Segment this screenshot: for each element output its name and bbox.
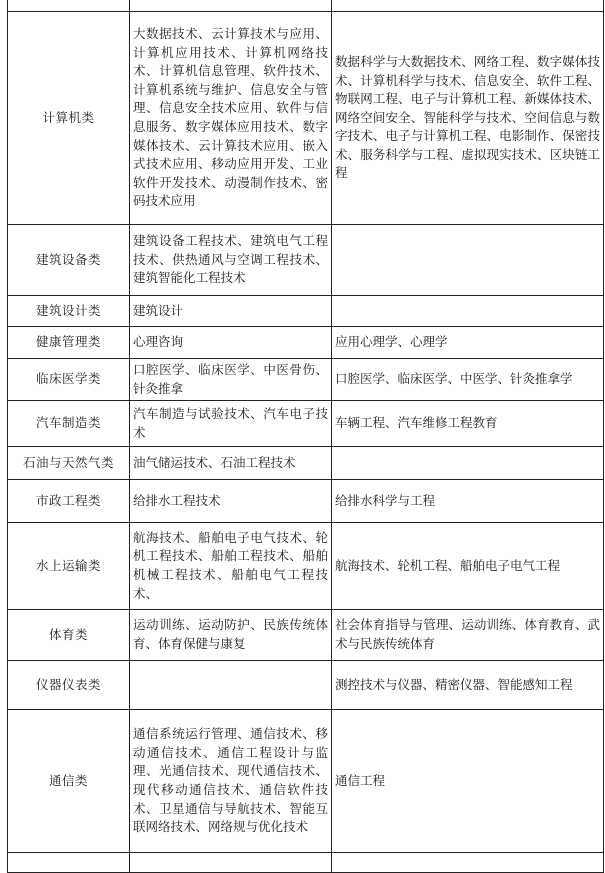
vocational-majors-cell: 口腔医学、临床医学、中医骨伤、针灸推拿 — [130, 359, 332, 401]
category-cell: 仪器仪表类 — [8, 661, 130, 710]
undergraduate-majors-cell — [332, 225, 604, 296]
category-cell: 建筑设备类 — [8, 225, 130, 296]
undergraduate-majors-cell: 数据科学与大数据技术、网络工程、数字媒体技术、计算机科学与技术、信息安全、软件工程、物联网工程、电子与计算机工程、新媒体技术、网络空间安全、智能科学与技术、空间信息与数字技术、电子与计算机工程、电影制作、保密技术、服务科学与工程、虚拟现实技术、区块链工程 — [332, 12, 604, 225]
undergraduate-majors-cell: 测控技术与仪器、精密仪器、智能感知工程 — [332, 661, 604, 710]
table-row — [8, 296, 604, 327]
table-row — [8, 610, 604, 661]
undergraduate-majors-cell: 航海技术、轮机工程、船舶电子电气工程 — [332, 523, 604, 610]
undergraduate-majors-cell — [332, 447, 604, 480]
undergraduate-majors-cell: 车辆工程、汽车维修工程教育 — [332, 401, 604, 447]
category-cell: 水上运输类 — [8, 523, 130, 610]
undergraduate-majors-cell: 应用心理学、心理学 — [332, 327, 604, 359]
category-cell: 健康管理类 — [8, 327, 130, 359]
vocational-majors-cell — [130, 0, 332, 12]
table-row — [8, 359, 604, 401]
undergraduate-majors-cell: 口腔医学、临床医学、中医学、针灸推拿学 — [332, 359, 604, 401]
category-cell: 建筑设计类 — [8, 296, 130, 327]
category-cell: 通信类 — [8, 710, 130, 853]
category-cell: 汽车制造类 — [8, 401, 130, 447]
table-row — [8, 225, 604, 296]
category-cell: 市政工程类 — [8, 480, 130, 523]
vocational-majors-cell — [130, 661, 332, 710]
category-cell: 体育类 — [8, 610, 130, 661]
vocational-majors-cell: 航海技术、船舶电子电气技术、轮机工程技术、船舶工程技术、船舶机械工程技术、船舶电气工程技术、 — [130, 523, 332, 610]
vocational-majors-cell: 建筑设计 — [130, 296, 332, 327]
vocational-majors-cell: 汽车制造与试验技术、汽车电子技术 — [130, 401, 332, 447]
vocational-majors-cell: 给排水工程技术 — [130, 480, 332, 523]
vocational-majors-cell: 心理咨询 — [130, 327, 332, 359]
vocational-majors-cell: 运动训练、运动防护、民族传统体育、体育保健与康复 — [130, 610, 332, 661]
vocational-majors-cell: 大数据技术、云计算技术与应用、计算机应用技术、计算机网络技术、计算机信息管理、软件技术、计算机系统与维护、信息安全与管理、信息安全技术应用、软件与信息服务、数字媒体应用技术、数字媒体技术、云计算技术应用、嵌入式技术应用、移动应用开发、工业软件开发技术、动漫制作技术、密码技术应用 — [130, 12, 332, 225]
table-row — [8, 12, 604, 225]
table-row — [8, 480, 604, 523]
major-catalog-table — [7, 0, 604, 873]
undergraduate-majors-cell — [332, 296, 604, 327]
table-row — [8, 710, 604, 853]
table-row — [8, 447, 604, 480]
undergraduate-majors-cell — [332, 0, 604, 12]
category-cell: 石油与天然气类 — [8, 447, 130, 480]
category-cell — [8, 0, 130, 12]
undergraduate-majors-cell: 通信工程 — [332, 710, 604, 853]
category-cell: 临床医学类 — [8, 359, 130, 401]
vocational-majors-cell: 通信系统运行管理、通信技术、移动通信技术、通信工程设计与监理、光通信技术、现代通信技术、现代移动通信技术、通信软件技术、卫星通信与导航技术、智能互联网络技术、网络规与优化技术 — [130, 710, 332, 853]
vocational-majors-cell: 油气储运技术、石油工程技术 — [130, 447, 332, 480]
table-row — [8, 661, 604, 710]
table-row — [8, 0, 604, 12]
vocational-majors-cell: 建筑设备工程技术、建筑电气工程技术、供热通风与空调工程技术、建筑智能化工程技术 — [130, 225, 332, 296]
table-row — [8, 523, 604, 610]
category-cell: 计算机类 — [8, 12, 130, 225]
table-row — [8, 401, 604, 447]
undergraduate-majors-cell: 给排水科学与工程 — [332, 480, 604, 523]
table-row — [8, 327, 604, 359]
undergraduate-majors-cell: 社会体育指导与管理、运动训练、体育教育、武术与民族传统体育 — [332, 610, 604, 661]
